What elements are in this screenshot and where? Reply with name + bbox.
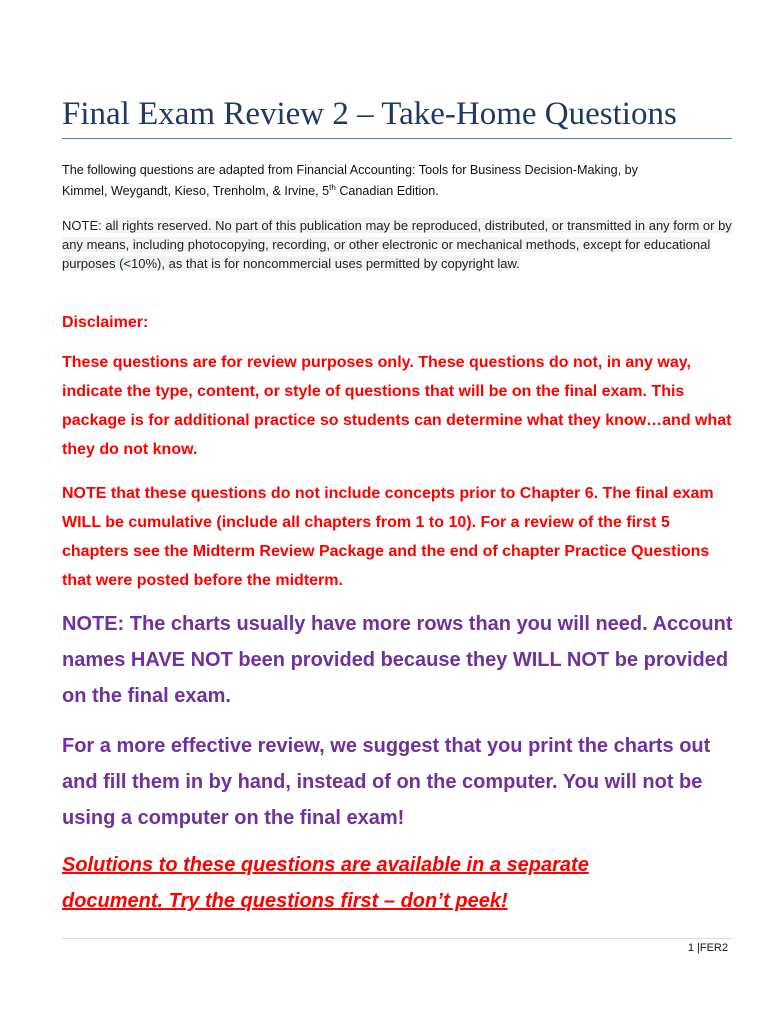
document-code: FER2 <box>699 942 728 954</box>
solutions-line-2: document. Try the questions first – don’t peek! <box>62 890 508 912</box>
solutions-notice <box>62 847 702 919</box>
disclaimer-paragraph-1: These questions are for review purposes only. These questions do not, in any way, indicate the type, content, or style of questions that will be on the final exam. This package is for additional practice so students can determine what they know…and what they do not know. <box>62 354 732 458</box>
page-footer <box>688 942 728 954</box>
solutions-line-1: Solutions to these questions are available in a separate <box>62 854 589 876</box>
page-number: 1 <box>687 942 694 954</box>
title-divider <box>62 138 732 139</box>
intro-line-2-suffix: Canadian Edition. <box>335 184 439 198</box>
intro-line-2-prefix: Kimmel, Weygandt, Kieso, Trenholm, & Irvine, 5 <box>62 184 330 198</box>
copyright-note <box>62 216 732 273</box>
charts-note: NOTE: The charts usually have more rows than you will need. Account names HAVE NOT been provided because they WILL NOT be provided on the final exam. <box>62 613 733 707</box>
intro-paragraph <box>62 160 727 202</box>
disclaimer-heading: Disclaimer: <box>62 314 149 331</box>
copyright-note-label: NOTE: <box>62 218 106 233</box>
intro-line-1: The following questions are adapted from Financial Accounting: Tools for Business Decision-Making, by <box>62 163 638 177</box>
footer-separator: | <box>693 942 700 954</box>
review-tip: For a more effective review, we suggest that you print the charts out and fill them in by hand, instead of on the computer. You will not be using a computer on the final exam! <box>62 735 711 829</box>
edition-superscript: th <box>329 182 336 192</box>
footer-divider <box>62 938 732 939</box>
copyright-note-text: all rights reserved. No part of this publication may be reproduced, distributed, or transmitted in any form or by any means, including photocopying, recording, or other electronic or mechanical methods, except for educational purposes (<10%), as that is for noncommercial uses permitted by copyright law. <box>62 218 732 271</box>
disclaimer-paragraph-2: NOTE that these questions do not include concepts prior to Chapter 6. The final exam WILL be cumulative (include all chapters from 1 to 10). For a review of the first 5 chapters see the Midterm Review Package and the end of chapter Practice Questions that were posted before the midterm. <box>62 485 714 589</box>
page-title: Final Exam Review 2 – Take-Home Questions <box>62 96 677 132</box>
